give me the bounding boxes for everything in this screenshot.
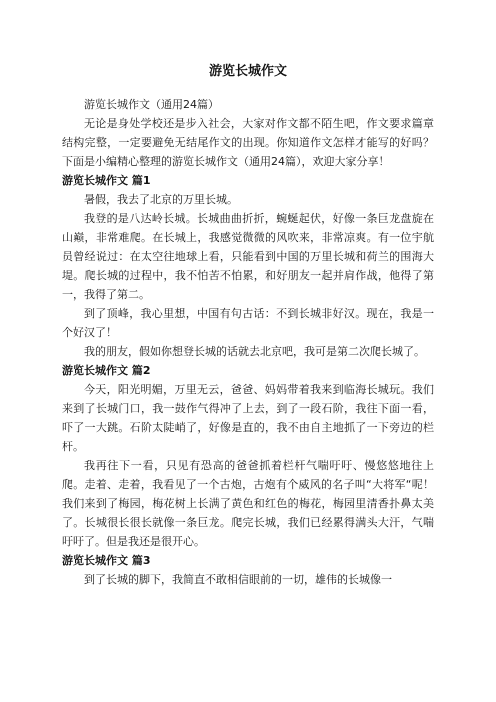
body-paragraph: 我登的是八达岭长城。长城曲曲折折，蜿蜒起伏，好像一条巨龙盘旋在山巅，非常难爬。在长城上，我感觉微微的风吹来，非常凉爽。有一位宇航员曾经说过：在太空往地球上看，只能看到中国的万里长城和荷兰的围海大堤。爬长城的过程中，我不怕苦不怕累，和好朋友一起并肩作战，他得了第一，我得了第二。 — [62, 212, 434, 301]
intro-paragraph: 游览长城作文（通用24篇） — [84, 98, 219, 111]
body-paragraph: 到了长城的脚下，我简直不敢相信眼前的一切，雄伟的长城像一 — [84, 573, 392, 586]
body-paragraph: 我再往下一看，只见有恐高的爸爸抓着栏杆气喘吁吁、慢悠悠地往上爬。走着、走着，我看见了一个古炮，古炮有个威风的名子叫“大将军“呢！我们来到了梅园，梅花树上长满了黄色和红色的梅花，梅园里清香扑鼻太美了。长城很长很长就像一条巨龙。爬完长城，我们已经累得满头大汗，气喘吁吁了。但是我还是很开心。 — [62, 459, 434, 548]
body-paragraph: 我的朋友，假如你想登长城的话就去北京吧，我可是第二次爬长城了。 — [84, 345, 425, 358]
body-paragraph: 今天，阳光明媚，万里无云，爸爸、妈妈带着我来到临海长城玩。我们来到了长城门口，我一鼓作气得冲了上去，到了一段石阶，我往下面一看，吓了一大跳。石阶太陡峭了，好像是直的，我不由自主地抓了一下旁边的栏杆。 — [62, 383, 434, 453]
body-paragraph: 暑假，我去了北京的万里长城。 — [84, 193, 238, 206]
intro-paragraph: 无论是身处学校还是步入社会，大家对作文都不陌生吧，作文要求篇章结构完整，一定要避免无结尾作文的出现。你知道作文怎样才能写的好吗？下面是小编精心整理的游览长城作文（通用24篇），欢迎大家分享！ — [62, 117, 434, 168]
body-paragraph: 到了顶峰，我心里想，中国有句古话：不到长城非好汉。现在，我是一个好汉了！ — [62, 307, 434, 339]
section-heading: 游览长城作文 篇2 — [62, 364, 151, 377]
section-heading: 游览长城作文 篇1 — [62, 174, 151, 187]
section-heading: 游览长城作文 篇3 — [62, 554, 151, 567]
document-title: 游览长城作文 — [208, 64, 287, 79]
